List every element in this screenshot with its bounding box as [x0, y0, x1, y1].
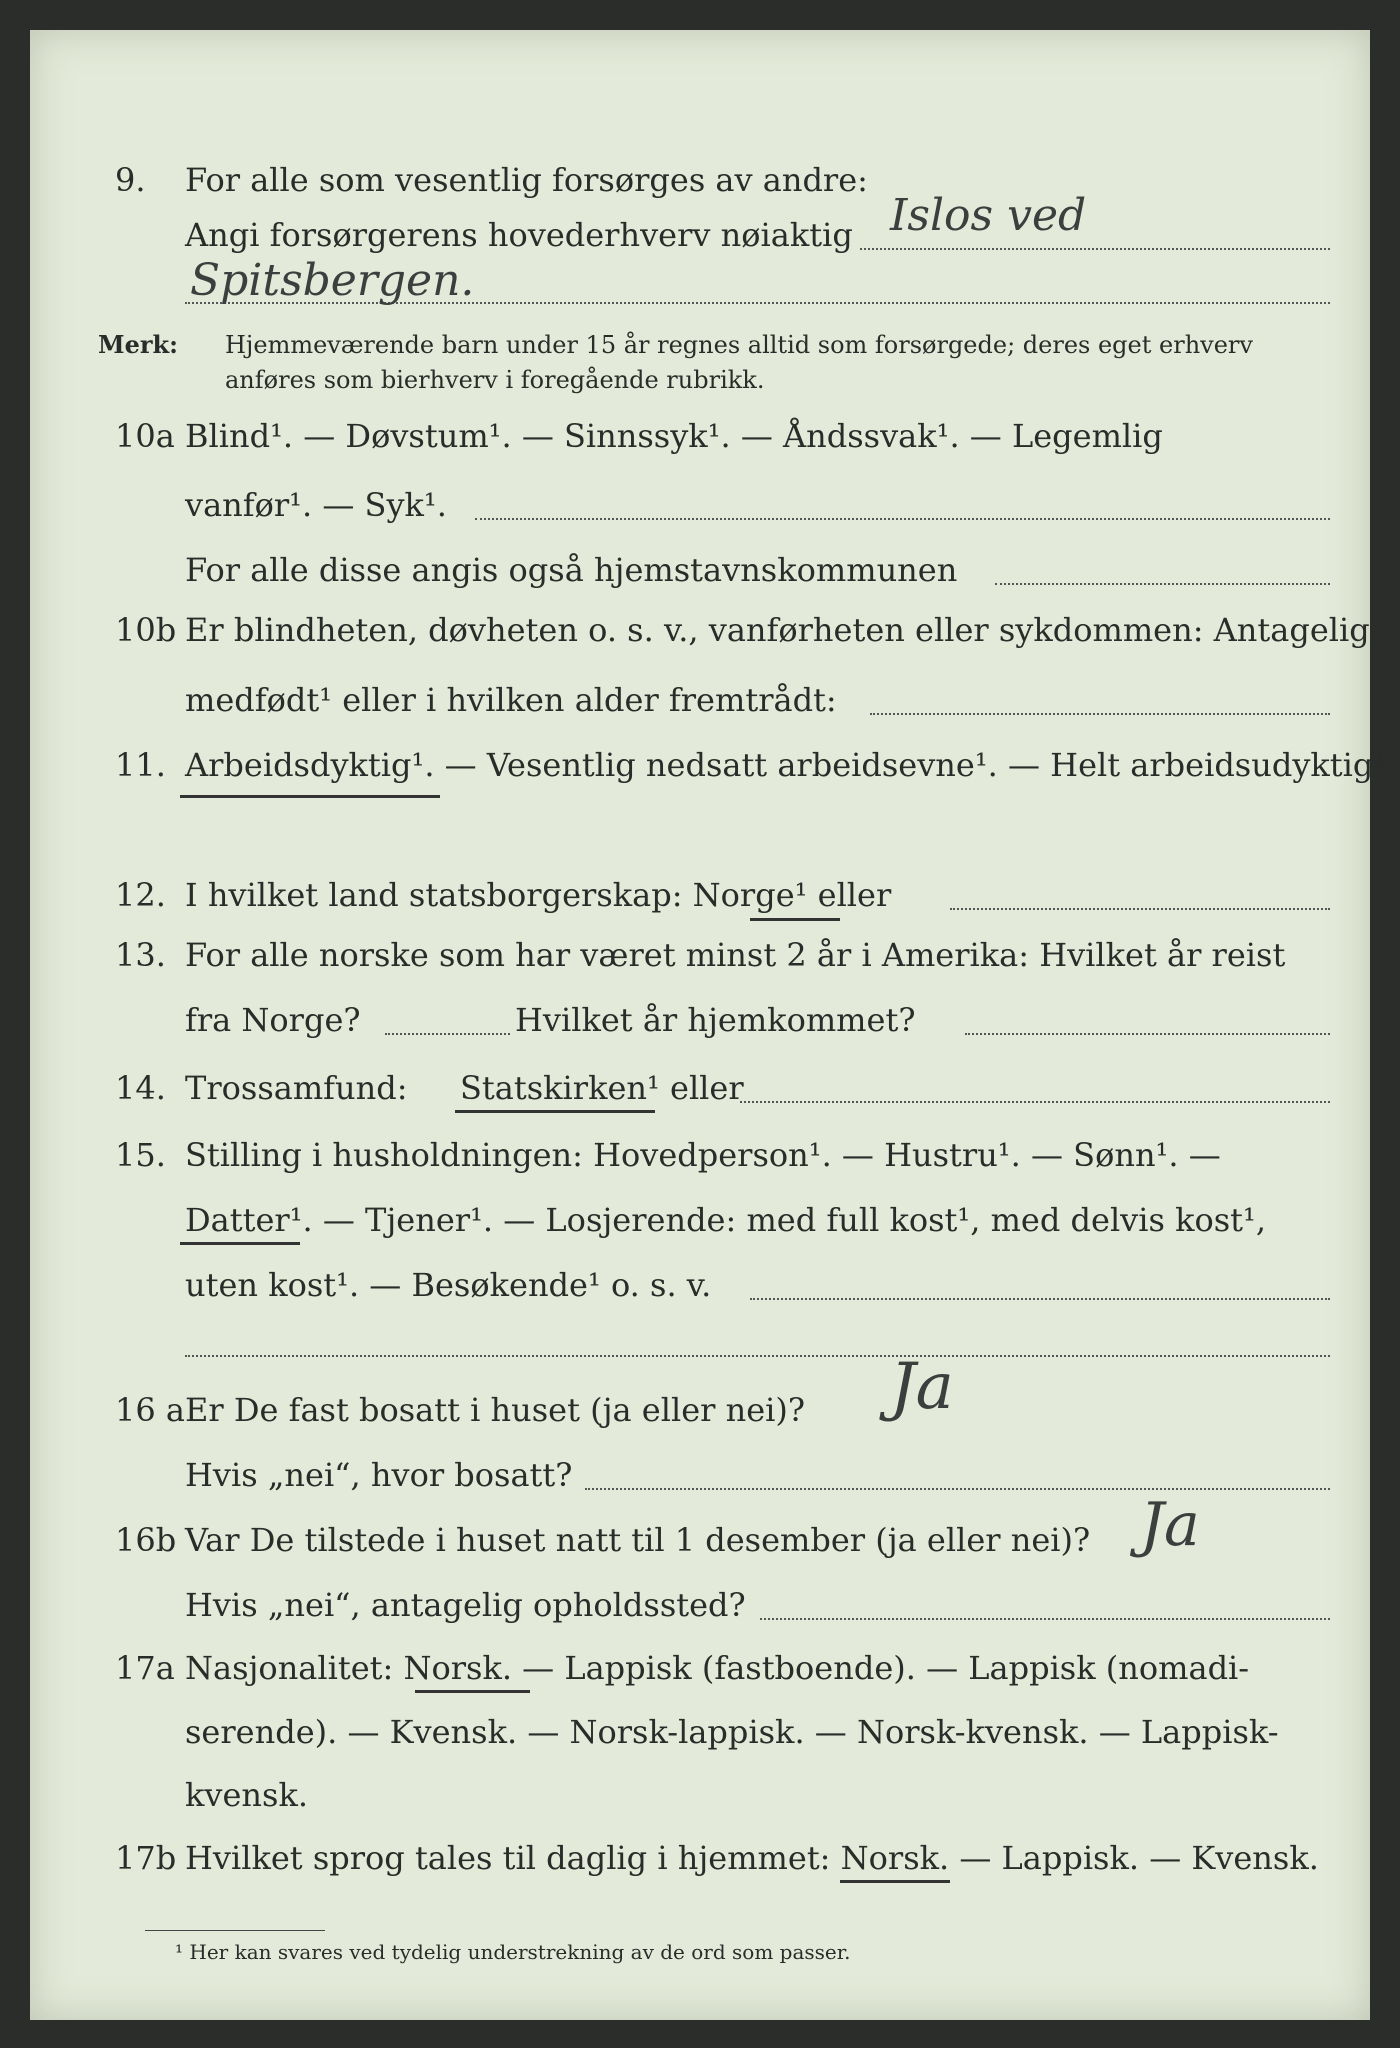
- footnote-rule: [145, 1930, 325, 1931]
- q13-answer-line-2: [965, 1033, 1330, 1035]
- q10a-answer-line-1: [475, 518, 1330, 520]
- q9-handwritten-answer-2: Spitsbergen.: [190, 255, 475, 306]
- q17b-number: 17b: [115, 1839, 177, 1877]
- q13-text-2a: fra Norge?: [185, 1001, 361, 1039]
- q16b-text-1: Var De tilstede i huset natt til 1 desember (ja eller nei)?: [185, 1521, 1091, 1559]
- q14-underline-mark: [455, 1110, 655, 1113]
- q14-number: 14.: [115, 1069, 166, 1107]
- q13-text-1: For alle norske som har været minst 2 år i Amerika: Hvilket år reist: [185, 936, 1286, 974]
- merk-text-1: Hjemmeværende barn under 15 år regnes alltid som forsørgede; deres eget erhverv: [225, 331, 1253, 359]
- q12-underline-mark: [750, 918, 840, 921]
- q9-text-2: Angi forsørgerens hovederhverv nøiaktig: [185, 216, 853, 254]
- q9-answer-line-1: [860, 248, 1330, 250]
- q17a-number: 17a: [115, 1649, 175, 1687]
- q14-answer-line: [740, 1101, 1330, 1103]
- q13-text-2b: Hvilket år hjemkommet?: [515, 1001, 916, 1039]
- q12-number: 12.: [115, 876, 166, 914]
- q16b-handwritten-answer: Ja: [1140, 1490, 1200, 1560]
- q15-text-1: Stilling i husholdningen: Hovedperson¹. — Hustru¹. — Sønn¹. —: [185, 1136, 1221, 1174]
- q16a-answer-line: [585, 1488, 1330, 1490]
- q14-text-1b: Statskirken¹ eller: [460, 1069, 744, 1107]
- q11-text-1: Arbeidsdyktig¹. — Vesentlig nedsatt arbeidsevne¹. — Helt arbeidsudyktig¹.: [185, 746, 1397, 784]
- q15-answer-line-1: [750, 1298, 1330, 1300]
- q16a-text-1: Er De fast bosatt i huset (ja eller nei)?: [185, 1391, 806, 1429]
- q11-number: 11.: [115, 746, 166, 784]
- q10b-text-2: medfødt¹ eller i hvilken alder fremtrådt:: [185, 681, 837, 719]
- q16a-text-2: Hvis „nei“, hvor bosatt?: [185, 1456, 573, 1494]
- q11-underline-mark: [180, 795, 440, 798]
- q17a-text-3: kvensk.: [185, 1776, 308, 1814]
- q16b-text-2: Hvis „nei“, antagelig opholdssted?: [185, 1586, 746, 1624]
- q10a-answer-line-2: [995, 583, 1330, 585]
- q16b-answer-line: [760, 1618, 1330, 1620]
- q10a-text-3: For alle disse angis også hjemstavnskommunen: [185, 551, 958, 589]
- footnote: ¹ Her kan svares ved tydelig understrekning av de ord som passer.: [175, 1940, 851, 1964]
- q13-number: 13.: [115, 936, 166, 974]
- q10b-number: 10b: [115, 611, 177, 649]
- q16a-number: 16 a: [115, 1391, 185, 1429]
- q10b-text-1: Er blindheten, døvheten o. s. v., vanførheten eller sykdommen: Antagelig: [185, 611, 1370, 649]
- q10a-number: 10a: [115, 417, 175, 455]
- q15-answer-line-2: [185, 1355, 1330, 1357]
- q12-answer-line: [950, 908, 1330, 910]
- q12-text-1: I hvilket land statsborgerskap: Norge¹ eller: [185, 876, 892, 914]
- q17a-text-2: serende). — Kvensk. — Norsk-lappisk. — Norsk-kvensk. — Lappisk-: [185, 1713, 1279, 1751]
- q17b-text-1: Hvilket sprog tales til daglig i hjemmet: Norsk. — Lappisk. — Kvensk.: [185, 1839, 1319, 1877]
- q9-handwritten-answer-1: Islos ved: [890, 190, 1087, 241]
- q16a-handwritten-answer: Ja: [890, 1350, 954, 1424]
- q15-text-2: Datter¹. — Tjener¹. — Losjerende: med full kost¹, med delvis kost¹,: [185, 1201, 1267, 1239]
- q16b-number: 16b: [115, 1521, 177, 1559]
- q14-text-1a: Trossamfund:: [185, 1069, 408, 1107]
- q10b-answer-line: [870, 713, 1330, 715]
- q15-text-3: uten kost¹. — Besøkende¹ o. s. v.: [185, 1266, 712, 1304]
- q17a-text-1: Nasjonalitet: Norsk. — Lappisk (fastboende). — Lappisk (nomadi-: [185, 1649, 1250, 1687]
- merk-label: Merk:: [98, 330, 178, 359]
- q9-number: 9.: [115, 161, 146, 199]
- merk-text-2: anføres som bierhverv i foregående rubrikk.: [225, 366, 765, 394]
- q15-number: 15.: [115, 1136, 166, 1174]
- q17b-underline-mark: [840, 1880, 950, 1883]
- q10a-text-2: vanfør¹. — Syk¹.: [185, 486, 447, 524]
- q15-underline-mark: [180, 1242, 300, 1245]
- q17a-underline-mark: [415, 1690, 530, 1693]
- census-form-page: [30, 30, 1397, 2020]
- q9-text-1: For alle som vesentlig forsørges av andre:: [185, 161, 868, 199]
- q10a-text-1: Blind¹. — Døvstum¹. — Sinnssyk¹. — Åndssvak¹. — Legemlig: [185, 417, 1163, 455]
- q13-answer-line-1: [385, 1033, 510, 1035]
